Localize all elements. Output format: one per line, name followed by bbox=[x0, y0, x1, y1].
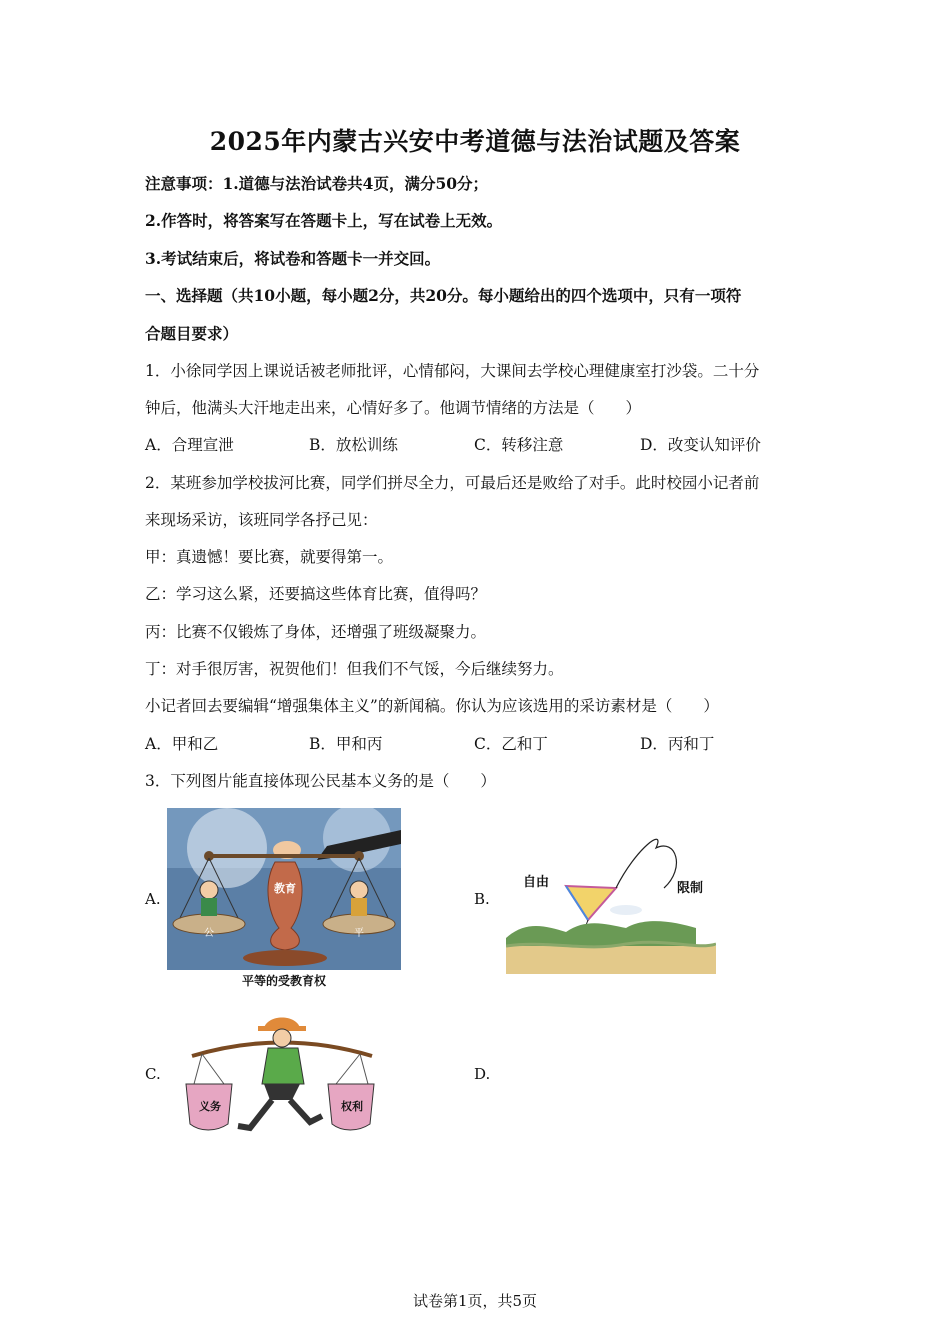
page-footer: 试卷第1页，共5页 bbox=[412, 1292, 538, 1310]
section-heading-line-1: 一、选择题（共10小题，每小题2分，共20分。每小题给出的四个选项中，只有一项符 bbox=[145, 286, 742, 305]
picture-a-left-text: 公 bbox=[204, 928, 214, 939]
picture-c-left-text: 义务 bbox=[199, 1100, 221, 1113]
q3-label-c: C. bbox=[145, 1065, 161, 1083]
picture-b-left-text: 自由 bbox=[522, 875, 550, 890]
q1-option-a: A．合理宣泄 bbox=[145, 436, 234, 454]
q2-stem-line-2: 来现场采访，该班同学各抒己见： bbox=[145, 511, 378, 529]
q2-statement-bing: 丙：比赛不仅锻炼了身体，还增强了班级凝聚力。 bbox=[145, 623, 487, 641]
q2-statement-yi: 乙：学习这么紧，还要搞这些体育比赛，值得吗？ bbox=[145, 585, 487, 603]
q2-stem-line-1: 2．某班参加学校拔河比赛，同学们拼尽全力，可最后还是败给了对手。此时校园小记者前 bbox=[145, 474, 760, 492]
picture-a-center-text: 教育 bbox=[274, 882, 296, 895]
q3-label-a: A. bbox=[145, 890, 161, 908]
q1-option-d: D．改变认知评价 bbox=[640, 436, 761, 454]
notice-line-3: 3.考试结束后，将试卷和答题卡一并交回。 bbox=[145, 249, 441, 268]
q3-picture-b-kite bbox=[506, 828, 716, 974]
q2-option-a: A．甲和乙 bbox=[145, 735, 219, 753]
q3-stem: 3．下列图片能直接体现公民基本义务的是（ ） bbox=[145, 772, 496, 790]
page-title: 2025年内蒙古兴安中考道德与法治试题及答案 bbox=[209, 127, 741, 156]
q3-picture-a-scale bbox=[167, 808, 401, 990]
q3-label-b: B. bbox=[474, 890, 490, 908]
q2-option-d: D．丙和丁 bbox=[640, 735, 715, 753]
picture-c-right-text: 权利 bbox=[341, 1100, 363, 1113]
q3-label-d: D. bbox=[474, 1065, 491, 1083]
q2-statement-ding: 丁：对手很厉害，祝贺他们！但我们不气馁，今后继续努力。 bbox=[145, 660, 564, 678]
q1-stem-line-1: 1．小徐同学因上课说话被老师批评，心情郁闷，大课间去学校心理健康室打沙袋。二十分 bbox=[145, 362, 760, 380]
picture-a-right-text: 平 bbox=[354, 928, 364, 939]
picture-b-right-text: 限制 bbox=[676, 881, 704, 896]
q2-option-c: C．乙和丁 bbox=[474, 735, 548, 753]
q2-option-b: B．甲和丙 bbox=[309, 735, 383, 753]
notice-line-2: 2.作答时，将答案写在答题卡上，写在试卷上无效。 bbox=[145, 211, 503, 230]
q1-option-c: C．转移注意 bbox=[474, 436, 564, 454]
notice-line-1: 注意事项：1.道德与法治试卷共4页，满分50分； bbox=[145, 174, 489, 193]
section-heading-line-2: 合题目要求） bbox=[145, 324, 239, 343]
q1-option-b: B．放松训练 bbox=[309, 436, 398, 454]
q2-statement-jia: 甲：真遗憾！要比赛，就要得第一。 bbox=[145, 548, 394, 566]
q2-question: 小记者回去要编辑“增强集体主义”的新闻稿。你认为应该选用的采访素材是（ ） bbox=[145, 697, 719, 715]
q1-stem-line-2: 钟后，他满头大汗地走出来，心情好多了。他调节情绪的方法是（ ） bbox=[145, 399, 642, 417]
picture-a-caption: 平等的受教育权 bbox=[241, 974, 327, 988]
q3-picture-c-carrier bbox=[172, 1008, 386, 1144]
